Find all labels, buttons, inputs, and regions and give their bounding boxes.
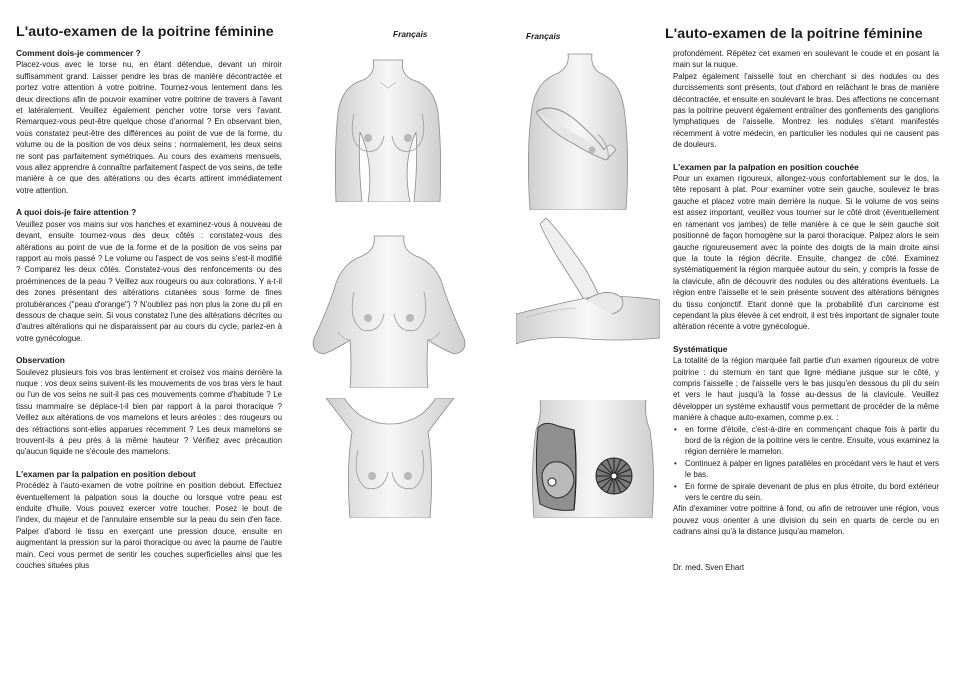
title-left: L'auto-examen de la poitrine féminine — [16, 24, 274, 40]
section-body: Veuillez poser vos mains sur vos hanches et examinez-vous à nouveau de devant, ensuite tournez-vous des deux côtés : constatez-vous des altérations au point de vue de la forme et de la position de vos seins par rapport au mois passé ? Le volume ou l'aspect de vos seins s'est-il modifié ? Comparez les deux côtés. Constatez-vous des renfoncements ou des proéminences de la peau ? Veillez aux rougeurs ou aux colorations. Y a-t-il des zones présentant des altérations cutanées sous forme de fines protubérances ("peau d'orange") ? N'oubliez pas non plus la zone du pli en dessous de chaque sein. Si vous constatez l'une des altérations décrites ou d'autres altérations qui ne disparaissent par au cours du cycle, parlez-en à votre gynécologue. — [16, 219, 282, 343]
torso-arms-raised-figure — [306, 398, 474, 518]
section-heading: Observation — [16, 355, 65, 366]
author-signature: Dr. med. Sven Ehart — [673, 562, 745, 572]
section-heading: Systématique — [673, 343, 728, 354]
standing-palpation-figure — [520, 50, 636, 210]
list-item: • Continuez à palper en lignes parallèles en procédant vers le haut et vers le bas. — [685, 458, 939, 481]
section-body: La totalité de la région marquée fait partie d'un examen rigoureux de votre poitrine : du sternum en tant que ligne médiane jusque sur le côté, y compris l'aisselle ; de l'aisselle vers le bas jusqu'en dessous du pli du sein et vers le haut jusqu'à la fosse au-dessus de la clavicule. Veuillez développer un système exhaustif vous permettant de procéder de la même manière à chaque auto-examen, comme p.ex. : — [673, 356, 939, 423]
language-label-left: Français — [393, 29, 428, 39]
radial-pattern-diagram — [596, 458, 632, 494]
section-heading: L'examen par la palpation en position debout — [16, 468, 196, 479]
torso-hands-on-hips-figure — [304, 228, 474, 388]
list-item: • En forme de spirale devenant de plus en plus étroite, du bord extérieur vers le centre du sein. — [685, 481, 939, 504]
right-text-column — [673, 48, 939, 573]
section-heading: L'examen par la palpation en position couchée — [673, 161, 859, 172]
language-label-right: Français — [526, 31, 561, 41]
section-body: profondément. Répétez cet examen en soulevant le coude et en posant la main sur la nuque. — [673, 49, 939, 70]
method-list — [673, 424, 939, 504]
torso-arms-down-figure — [318, 52, 458, 202]
section-heading: Comment dois-je commencer ? — [16, 48, 141, 58]
section-body: Palpez également l'aisselle tout en cherchant si des nodules ou des durcissements sont présents, tout d'abord en relâchant le bras de manière décontractée, et ensuite en soulevant le bras. Des affections ne concernant pas la poitrine peuvent également entraîner des gonflements des ganglions lymphatiques de l'aisselle. Montrez les nodules s'étant manifestés récemment à votre médecin, en particulier les nodules qui ne causent pas de douleurs. — [673, 71, 939, 150]
systematic-zones-figure — [520, 400, 666, 518]
list-item: • en forme d'étoile, c'est-à-dire en commençant chaque fois à partir du bord de la région de la poitrine vers le centre. Ensuite, vous examinez la région dernière le mamelon. — [685, 424, 939, 458]
title-right: L'auto-examen de la poitrine féminine — [665, 26, 923, 42]
section-heading: A quoi dois-je faire attention ? — [16, 207, 137, 218]
section-body: Placez-vous avec le torse nu, en étant détendue, devant un miroir suffisamment grand. Laisser pendre les bras de manière décontractée et portez votre attention à votre poitrine. Tournez-vous lentement dans les deux directions afin de pouvoir examiner votre poitrine de travers à l'avant et latéralement. Veuillez également pencher votre torse vers l'avant. Remarquez-vous peut-être quelque chose d'anormal ? En observant bien, vous constatez peut-être des différences au point de vue de la forme, du volume ou de la position de vos deux seins : normalement, les deux seins ne sont pas parfaitement symétriques. Au cours des examens mensuels, vous allez apprendre à connaître parfaitement l'aspect de vos seins, de telle manière à ce que des altérations ou des écarts attirent immédiatement votre attention. — [16, 60, 282, 195]
left-text-column — [16, 48, 282, 571]
lying-palpation-figure — [516, 214, 660, 358]
section-body: Pour un examen rigoureux, allongez-vous confortablement sur le dos, la tête reposant à plat. Pour examiner votre sein gauche, soulevez le bras gauche et placez votre main derrière la nuque. Si le volume de vos seins est assez important, veuillez vous tourner sur le côté droit (éventuellement en ramenant vos jambes) de telle manière à ce que le sein gauche soit positionné de façon homogène sur la paroi thoracique. Palpez alors le sein gauche rigoureusement avec la pointe des doigts de la main droite ainsi que la toute la région décrite. Ensuite, changez de côté. Examinez systématiquement la région marquée autour du sein, y compris la fosse de la clavicule, afin de découvrir des nodules ou des altérations éventuels. La région entre l'aisselle et le sein présente souvent des altérations bénignes du tissu conjonctif. Etant donné que la probabilité d'un carcinome est cependant la plus élevée à cet endroit, il est très important de signaler toute altération récente à votre gynécologue. — [673, 174, 939, 332]
section-body: Afin d'examiner votre poitrine à fond, ou afin de retrouver une région, vous pouvez vous orienter à une division du sein en quarts de cercle ou en cadrans ainsi qu'à la distance jusqu'au mamelon. — [673, 504, 939, 537]
section-body: Procédez à l'auto-examen de votre poitrine en position debout. Effectuez éventuellement la palpation sous la douche ou lorsque votre peau est enduite d'huile. Vous pouvez exercer votre toucher. Posez le bout de l'index, du majeur et de l'annulaire ensemble sur la peau du sein d'en face. Palper d'abord le tissu en exerçant une pression douce, ensuite en augmentant la pression sur la paroi thoracique ou avec la paume de l'autre main. Ceci vous permet de sentir les couches superficielles ainsi que les couches situées plus — [16, 481, 282, 571]
section-body: Soulevez plusieurs fois vos bras lentement et croisez vos mains derrière la nuque : vos deux seins suivent-ils les mouvements de vos bras vers le haut ou l'un de vos seins ne suit-il pas ces mouvements comme d'habitude ? Le tissu mammaire se déplace-t-il bien par rapport à la paroi thoracique ? Veillez aux altérations de vos mamelons et leurs aréoles : des rougeurs ou des rétractions sont-elles apparues récemment ? Les deux mamelons se trouvent-ils à peu près à la même hauteur ? Vérifiez avec précaution qu'aucun liquide ne s'écoule des mamelons. — [16, 367, 282, 457]
